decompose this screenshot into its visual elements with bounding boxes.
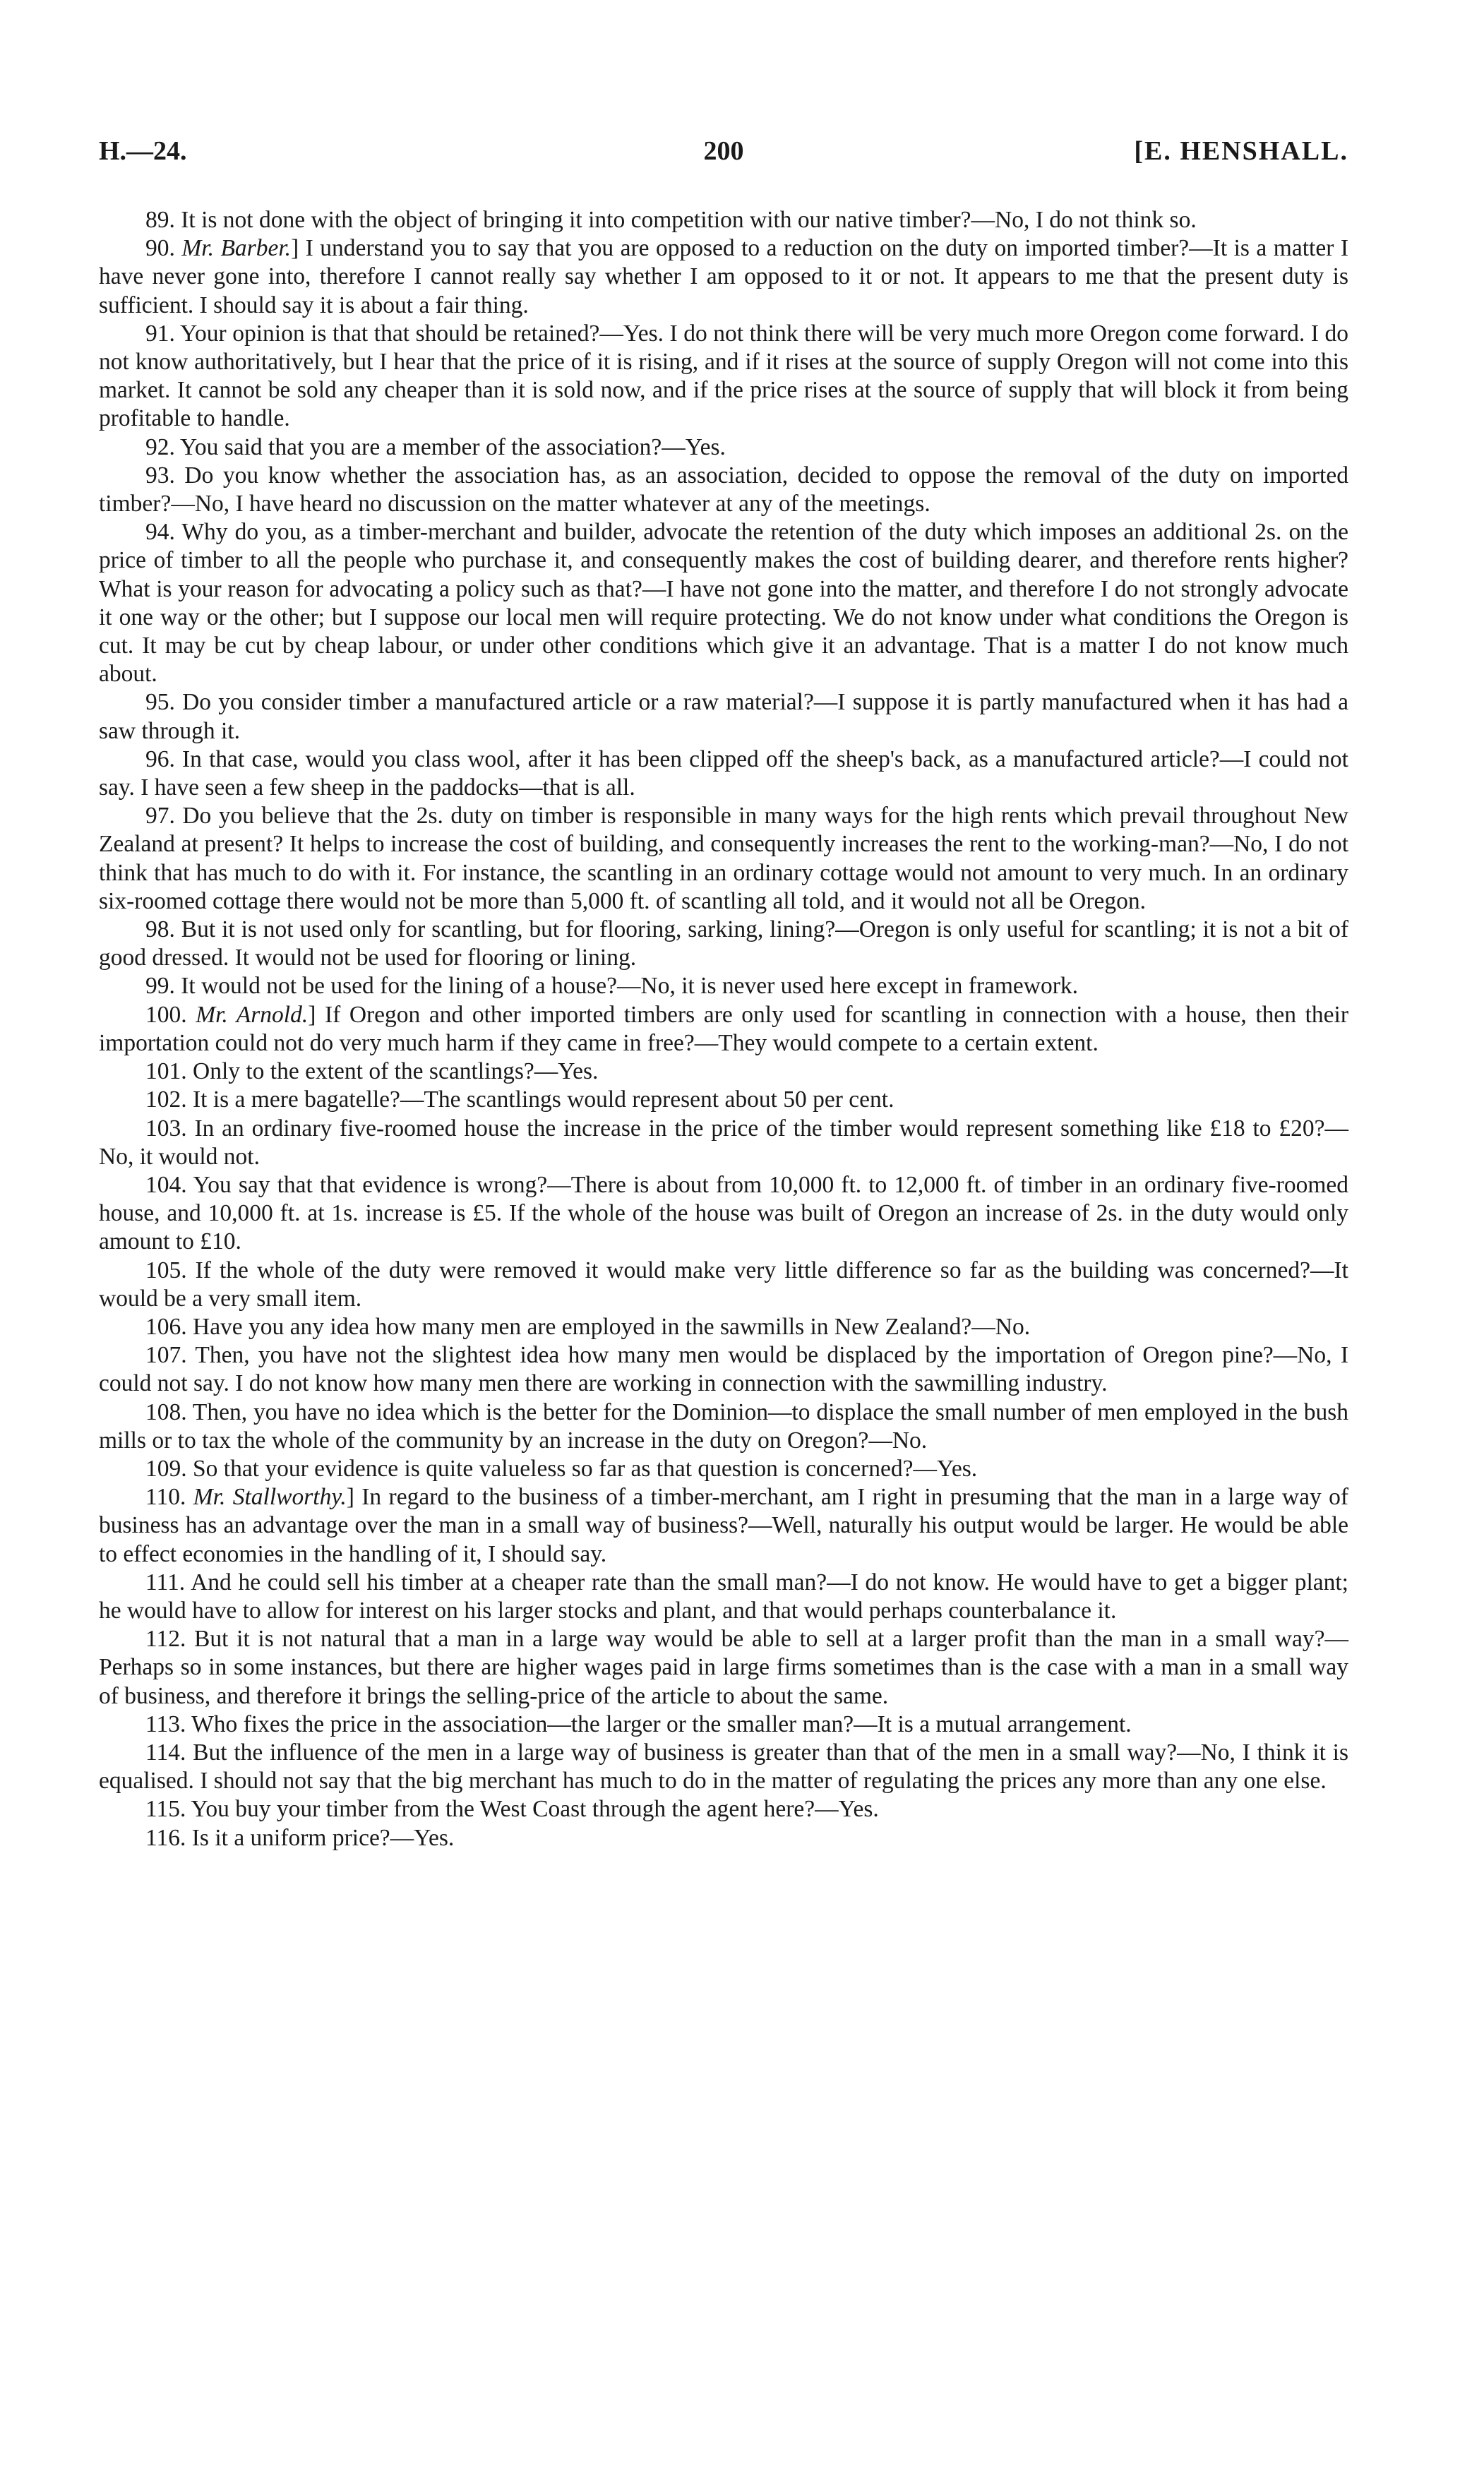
paragraph-101: 101. Only to the extent of the scantlings?—Yes. [145,1058,599,1085]
paragraph-100: 100. Mr. Arnold.] If Oregon and other imported timbers are only used for scantling in connection with a house, then their importation could not do very much harm if they came in free?—They would compete to a certain extent. [99,1001,1349,1056]
paragraph-97: 97. Do you believe that the 2s. duty on timber is responsible in many ways for the high rents which prevail throughout New Zealand at present? It helps to increase the cost of building, and consequently increases the rent to the working-man?—No, I do not think that has much to do with it. For instance, the scantling in an ordinary cottage would not amount to very much. In an ordinary six-roomed cottage there would not be more than 5,000 ft. of scantling all told, and it would not all be Oregon. [99,803,1348,914]
paragraph-114: 114. But the influence of the men in a large way of business is greater than that of the men in a small way?—No, I think it is equalised. I should not say that the big merchant has much to do in the matter of regulating the prices any more than any one else. [99,1739,1348,1795]
page-number: 200 [703,136,744,166]
paragraph-98: 98. But it is not used only for scantling, but for flooring, sarking, lining?—Oregon is only useful for scantling; it is not a bit of good dressed. It would not be used for flooring or lining. [99,916,1348,971]
page-header [99,136,1348,178]
witness-name: [E. HENSHALL. [1134,136,1348,166]
paragraph-94: 94. Why do you, as a timber-merchant and builder, advocate the retention of the duty which imposes an additional 2s. on the price of timber to all the people who purchase it, and consequently makes the cost of building dearer, and therefore rents higher? What is your reason for advocating a policy such as that?—I have not gone into the matter, and therefore I do not strongly advocate it one way or the other; but I suppose our local men will require protecting. We do not know under what conditions the Oregon is cut. It may be cut by cheap labour, or under other conditions which give it an advantage. That is a matter I do not know much about. [99,519,1348,688]
paragraph-116: 116. Is it a uniform price?—Yes. [145,1824,455,1851]
paragraph-110: 110. Mr. Stallworthy.] In regard to the business of a timber-merchant, am I right in presuming that the man in a large way of business has an advantage over the man in a small way of business?—Well, naturally his output would be larger. He would be able to effect economies in the handling of it, I should say. [99,1484,1348,1567]
paragraph-93: 93. Do you know whether the association has, as an association, decided to oppose the removal of the duty on imported timber?—No, I have heard no discussion on the matter whatever at any of the meetings. [99,462,1348,517]
paragraph-115: 115. You buy your timber from the West Coast through the agent here?—Yes. [145,1796,879,1823]
speaker-name: Mr. Arnold. [196,1001,309,1028]
paragraph-92: 92. You said that you are a member of the association?—Yes. [145,433,726,460]
paragraph-102: 102. It is a mere bagatelle?—The scantlings would represent about 50 per cent. [145,1086,894,1113]
paragraph-111: 111. And he could sell his timber at a cheaper rate than the small man?—I do not know. He would have to get a bigger plant; he would have to allow for interest on his larger stocks and plant, and that would perhaps counterbalance it. [99,1569,1348,1624]
paragraph-90: 90. Mr. Barber.] I understand you to say that you are opposed to a reduction on the duty on imported timber?—It is a matter I have never gone into, therefore I cannot really say whether I am opposed to it or not. It appears to me that the present duty is sufficient. I should say it is about a fair thing. [99,235,1348,318]
paragraph-112: 112. But it is not natural that a man in a large way would be able to sell at a larger profit than the man in a small way?—Perhaps so in some instances, but there are higher wages paid in large firms sometimes than is the case with a man in a small way of business, and therefore it brings the selling-price of the article to about the same. [99,1626,1348,1709]
paragraph-91: 91. Your opinion is that that should be retained?—Yes. I do not think there will be very much more Oregon come forward. I do not know authoritatively, but I hear that the price of it is rising, and if it rises at the source of supply Oregon will not come into this market. It cannot be sold any cheaper than it is sold now, and if the price rises at the source of supply that will block it from being profitable to handle. [99,320,1348,432]
paragraph-107: 107. Then, you have not the slightest idea how many men would be displaced by the importation of Oregon pine?—No, I could not say. I do not know how many men there are working in connection with the sawmilling industry. [99,1342,1348,1397]
speaker-name: Mr. Barber. [181,235,292,262]
paragraph-113: 113. Who fixes the price in the association—the larger or the smaller man?—It is a mutual arrangement. [145,1711,1132,1737]
paragraph-105: 105. If the whole of the duty were removed it would make very little difference so far as the building was concerned?—It would be a very small item. [99,1257,1348,1312]
paragraph-89: 89. It is not done with the object of bringing it into competition with our native timber?—No, I do not think so. [145,207,1197,233]
paragraph-96: 96. In that case, would you class wool, after it has been clipped off the sheep's back, as a manufactured article?—I could not say. I have seen a few sheep in the paddocks—that is all. [99,745,1348,801]
paragraph-104: 104. You say that that evidence is wrong?—There is about from 10,000 ft. to 12,000 ft. of timber in an ordinary five-roomed house, and 10,000 ft. at 1s. increase is £5. If the whole of the house was built of Oregon an increase of 2s. in the duty would only amount to £10. [99,1171,1348,1255]
evidence-text [99,206,1348,1852]
paragraph-108: 108. Then, you have no idea which is the better for the Dominion—to displace the small number of men employed in the bush mills or to tax the whole of the community by an increase in the duty on Oregon?—No. [99,1398,1348,1454]
paragraph-103: 103. In an ordinary five-roomed house the increase in the price of the timber would represent something like £18 to £20?—No, it would not. [99,1115,1348,1170]
paragraph-95: 95. Do you consider timber a manufactured article or a raw material?—I suppose it is partly manufactured when it has had a saw through it. [99,689,1348,744]
paragraph-99: 99. It would not be used for the lining of a house?—No, it is never used here except in framework. [145,973,1079,1000]
paragraph-106: 106. Have you any idea how many men are employed in the sawmills in New Zealand?—No. [145,1313,1031,1340]
paragraph-109: 109. So that your evidence is quite valueless so far as that question is concerned?—Yes. [145,1455,978,1482]
report-reference: H.—24. [99,136,187,166]
speaker-name: Mr. Stallworthy. [193,1484,347,1511]
